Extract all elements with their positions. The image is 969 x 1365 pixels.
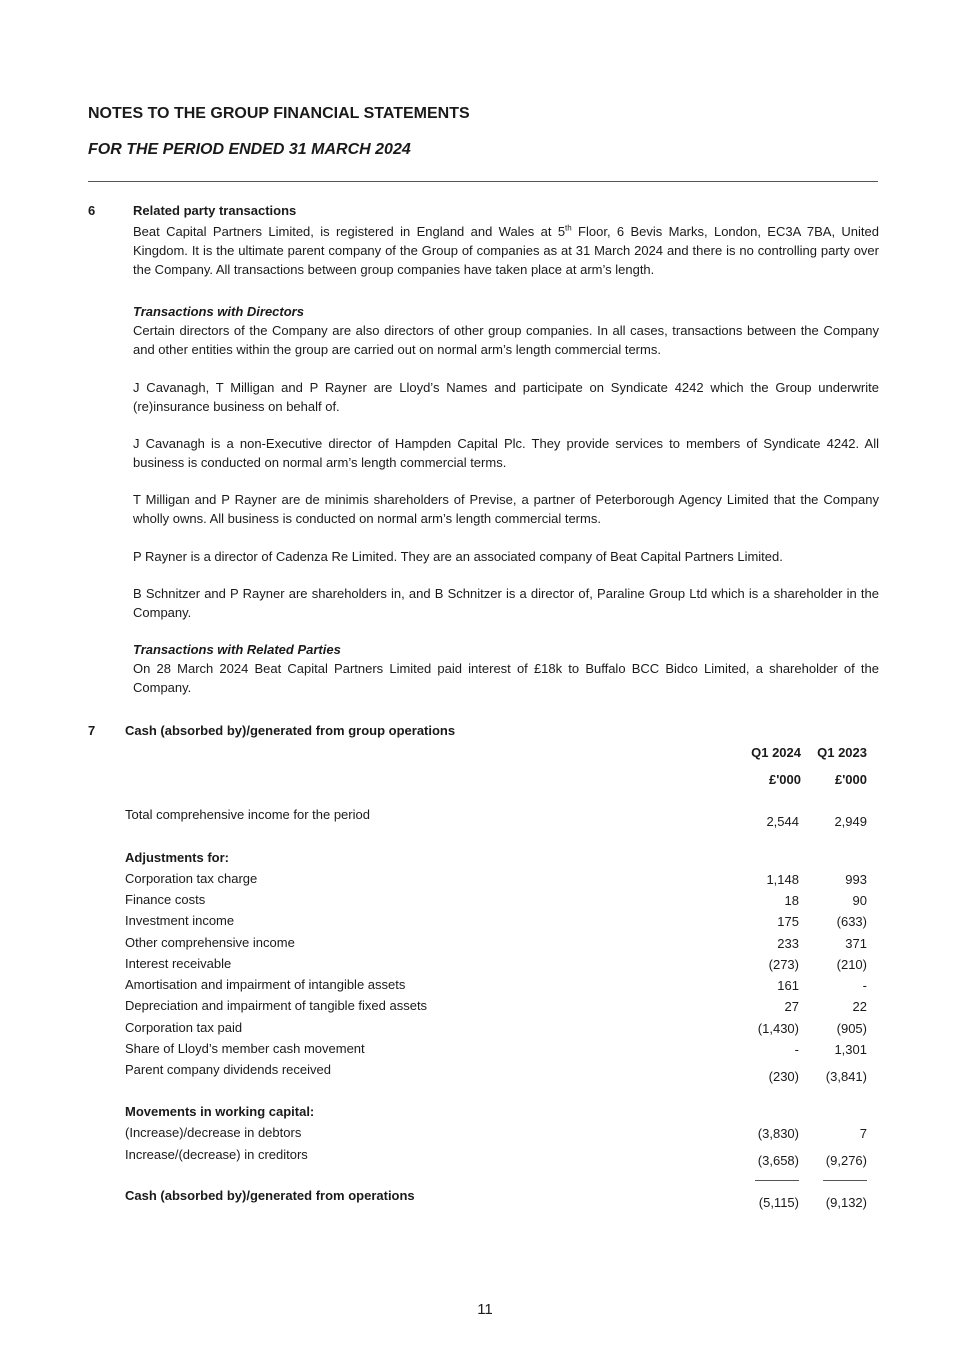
total-label: Cash (absorbed by)/generated from operations [125, 1188, 415, 1203]
total-rule-q1-2023 [823, 1180, 867, 1181]
column-unit-q1-2023: £'000 [834, 772, 867, 787]
page-title: NOTES TO THE GROUP FINANCIAL STATEMENTS [88, 105, 470, 122]
value-q1-2024: (3,830) [757, 1126, 799, 1141]
row-label: (Increase)/decrease in debtors [125, 1125, 302, 1140]
row-label: Depreciation and impairment of tangible fixed assets [125, 998, 428, 1013]
row-label: Other comprehensive income [125, 935, 295, 950]
value-q1-2023: - [862, 978, 867, 993]
total-value-q1-2024: (5,115) [758, 1195, 799, 1210]
column-unit-q1-2024: £'000 [768, 772, 801, 787]
page-subtitle: FOR THE PERIOD ENDED 31 MARCH 2024 [88, 141, 411, 158]
value-q1-2023: (3,841) [825, 1069, 867, 1084]
value-q1-2024: (230) [768, 1069, 799, 1084]
value-q1-2023: (905) [836, 1021, 867, 1036]
value-q1-2023: (9,276) [825, 1153, 867, 1168]
row-label: Share of Lloyd’s member cash movement [125, 1041, 365, 1056]
value-q1-2024: (3,658) [757, 1153, 799, 1168]
value-q1-2024: - [794, 1042, 799, 1057]
row-label: Amortisation and impairment of intangible assets [125, 977, 406, 992]
related-parties-heading: Transactions with Related Parties [133, 642, 341, 657]
row-label: Corporation tax charge [125, 871, 258, 886]
value-q1-2024: 161 [777, 978, 799, 993]
row-label: Interest receivable [125, 956, 232, 971]
value-q1-2024: 2,544 [766, 814, 799, 829]
value-q1-2023: 90 [852, 893, 867, 908]
row-label: Investment income [125, 913, 235, 928]
value-q1-2023: 22 [852, 999, 867, 1014]
note-7-number: 7 [88, 723, 96, 738]
row-label: Corporation tax paid [125, 1020, 243, 1035]
value-q1-2023: 7 [859, 1126, 867, 1141]
page-number: 11 [477, 1301, 493, 1318]
value-q1-2023: (210) [836, 957, 867, 972]
related-parties-paragraph: On 28 March 2024 Beat Capital Partners Limited paid interest of £18k to Buffalo BCC Bidco Limited, a shareholder of the Company. [133, 661, 879, 695]
directors-paragraph-5: P Rayner is a director of Cadenza Re Limited. They are an associated company of Beat Capital Partners Limited. [133, 549, 783, 564]
note-6-intro [133, 222, 879, 279]
directors-paragraph-1: Certain directors of the Company are also directors of other group companies. In all cases, transactions between the Company and other entities within the group are carried out on normal arm’s length commercial terms. [133, 323, 879, 357]
note-6-title: Related party transactions [133, 203, 297, 218]
value-q1-2024: 27 [784, 999, 799, 1014]
value-q1-2024: 1,148 [766, 872, 799, 887]
directors-paragraph-3: J Cavanagh is a non-Executive director of Hampden Capital Plc. They provide services to members of Syndicate 4242. All business is conducted on normal arm’s length commercial terms. [133, 436, 879, 470]
working-capital-heading: Movements in working capital: [125, 1104, 315, 1119]
row-label: Parent company dividends received [125, 1062, 331, 1077]
directors-paragraph-4: T Milligan and P Rayner are de minimis shareholders of Previse, a partner of Peterborough Agency Limited that the Company wholly owns. All business is conducted on normal arm’s length commercial terms. [133, 492, 879, 526]
value-q1-2023: 993 [845, 872, 867, 887]
directors-paragraph-6: B Schnitzer and P Rayner are shareholders in, and B Schnitzer is a director of, Paraline Group Ltd which is a shareholder in the Company. [133, 586, 879, 620]
value-q1-2024: (273) [768, 957, 799, 972]
column-header-q1-2024: Q1 2024 [751, 745, 801, 760]
value-q1-2024: 233 [777, 936, 799, 951]
value-q1-2024: 175 [777, 914, 799, 929]
value-q1-2024: 18 [784, 893, 799, 908]
row-label: Increase/(decrease) in creditors [125, 1147, 308, 1162]
value-q1-2023: 2,949 [834, 814, 867, 829]
row-label-total-comprehensive-income: Total comprehensive income for the period [125, 807, 370, 822]
row-label: Finance costs [125, 892, 206, 907]
column-header-q1-2023: Q1 2023 [817, 745, 867, 760]
note-6-intro-superscript: th [565, 223, 572, 233]
value-q1-2023: 1,301 [834, 1042, 867, 1057]
header-divider [88, 181, 878, 182]
total-value-q1-2023: (9,132) [825, 1195, 867, 1210]
note-6-intro-end: Floor, 6 Bevis Marks, London, EC3A 7BA, United Kingdom. It is the ultimate parent company of the Group of companies as at 31 March 2024 and there is no controlling party over the Company. All transactions between group companies have taken place at arm’s length. [133, 224, 879, 277]
value-q1-2024: (1,430) [757, 1021, 799, 1036]
note-7-title: Cash (absorbed by)/generated from group operations [125, 723, 456, 738]
adjustments-heading: Adjustments for: [125, 850, 229, 865]
total-rule-q1-2024 [755, 1180, 799, 1181]
value-q1-2023: (633) [836, 914, 867, 929]
note-6-intro-start: Beat Capital Partners Limited, is registered in England and Wales at 5 [133, 224, 566, 239]
directors-paragraph-2: J Cavanagh, T Milligan and P Rayner are Lloyd’s Names and participate on Syndicate 4242 which the Group underwrite (re)insurance business on behalf of. [133, 380, 879, 414]
directors-heading: Transactions with Directors [133, 304, 304, 319]
note-6-number: 6 [88, 203, 96, 218]
value-q1-2023: 371 [845, 936, 867, 951]
